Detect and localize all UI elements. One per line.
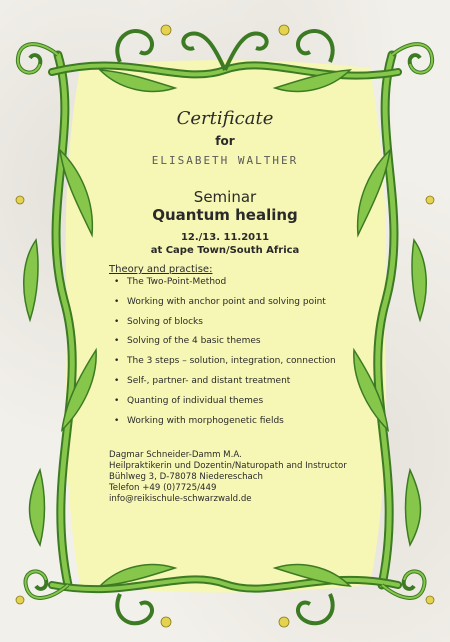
seminar-label: Seminar (193, 188, 257, 206)
list-item-text: Self-, partner- and distant treatment (127, 375, 291, 386)
seminar-topic: Quantum healing (152, 206, 298, 224)
bullet: • (114, 316, 120, 327)
list-item-text: Working with anchor point and solving point (127, 296, 326, 307)
bullet: • (114, 277, 120, 287)
list-item-text: Solving of the 4 basic themes (127, 336, 261, 347)
flower-bud (161, 617, 171, 627)
list-item (112, 376, 336, 387)
seminar-date: 12./13. 11.2011 (180, 232, 270, 243)
list-item-text: The 3 steps – solution, integration, connection (127, 356, 336, 367)
flower-bud (279, 25, 289, 35)
topic-list (112, 277, 336, 435)
list-item-text: Solving of blocks (127, 316, 203, 327)
bullet: • (114, 336, 120, 347)
contact-email: info@reikischule-schwarzwald.de (109, 494, 252, 504)
list-item (112, 396, 336, 407)
contact-block (109, 450, 347, 505)
list-item-text: Quanting of individual themes (127, 395, 264, 406)
seminar-location: at Cape Town/South Africa (150, 245, 300, 256)
contact-profession: Heilpraktikerin und Dozentin/Naturopath and Instructor (109, 461, 347, 471)
section-heading: Theory and practise: (109, 264, 213, 275)
certificate-title: Certificate (176, 108, 274, 129)
list-item (112, 317, 336, 328)
contact-address: Bühlweg 3, D-78078 Niedereschach (109, 472, 263, 482)
list-item-text: Working with morphogenetic fields (127, 415, 284, 426)
bullet: • (114, 296, 120, 307)
list-item (112, 277, 336, 288)
flower-bud (426, 596, 434, 604)
flower-bud (161, 25, 171, 35)
list-item (112, 416, 336, 427)
list-item-text: The Two-Point-Method (127, 277, 227, 287)
bullet: • (114, 415, 120, 426)
recipient-name: ELISABETH WALTHER (151, 154, 299, 167)
flower-bud (279, 617, 289, 627)
contact-name: Dagmar Schneider-Damm M.A. (109, 450, 242, 460)
list-item (112, 297, 336, 308)
contact-phone: Telefon +49 (0)7725/449 (109, 483, 217, 493)
leaf (406, 470, 421, 545)
list-item (112, 356, 336, 367)
bullet: • (114, 375, 120, 386)
bullet: • (114, 395, 120, 406)
bullet: • (114, 356, 120, 367)
flower-bud (16, 596, 24, 604)
leaf (30, 470, 45, 545)
list-item (112, 336, 336, 347)
for-label: for (215, 134, 235, 148)
